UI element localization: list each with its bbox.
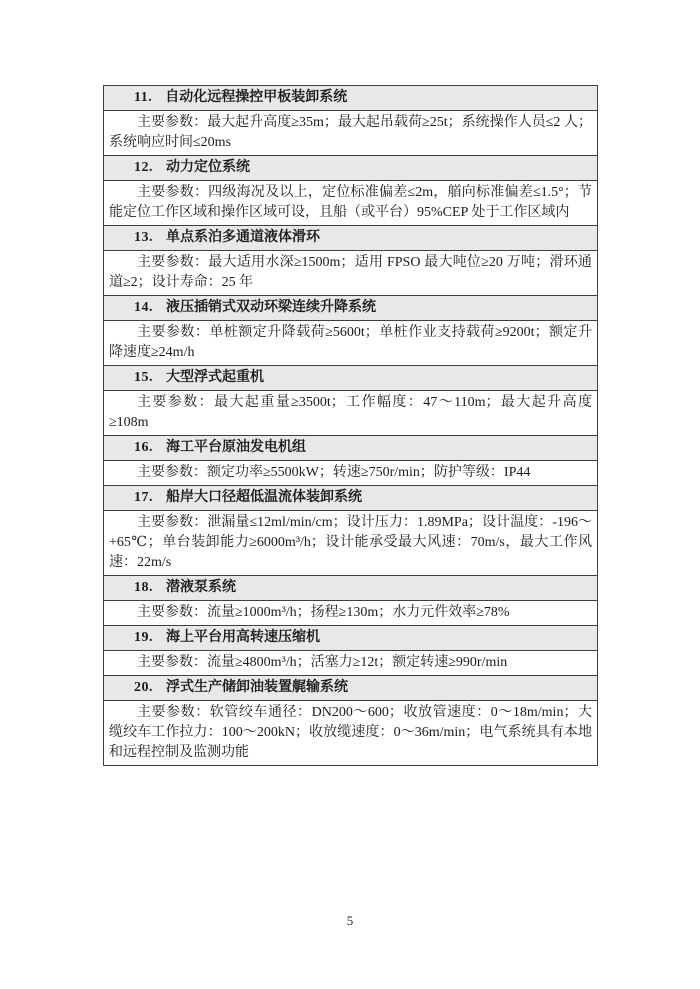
table-row (104, 156, 598, 181)
table-row (104, 181, 598, 226)
item-params: 主要参数：额定功率≥5500kW；转速≥750r/min；防护等级：IP44 (104, 461, 598, 486)
item-title: 液压插销式双动环梁连续升降系统 (166, 300, 376, 315)
page-number: 5 (346, 913, 354, 928)
item-header (104, 156, 598, 181)
item-header (104, 676, 598, 701)
item-params: 主要参数：最大起升高度≥35m；最大起吊载荷≥25t；系统操作人员≤2 人；系统响应时间≤20ms (104, 111, 598, 156)
item-params: 主要参数：四级海况及以上，定位标准偏差≤2m，艏向标准偏差≤1.5°；节能定位工作区域和操作区域可设，且船（或平台）95%CEP 处于工作区域内 (104, 181, 598, 226)
item-number: 13. (134, 230, 153, 245)
table-row (104, 651, 598, 676)
table-row (104, 511, 598, 576)
item-title: 潜液泵系统 (166, 580, 236, 595)
item-number: 17. (134, 490, 153, 505)
item-title: 自动化远程操控甲板装卸系统 (165, 90, 348, 105)
item-header (104, 296, 598, 321)
item-params: 主要参数：流量≥1000m³/h；扬程≥130m；水力元件效率≥78% (104, 601, 598, 626)
table-row (104, 86, 598, 111)
table-row (104, 436, 598, 461)
spec-table (103, 85, 598, 766)
item-header (104, 226, 598, 251)
item-title: 动力定位系统 (166, 160, 250, 175)
item-number: 14. (134, 300, 153, 315)
item-params: 主要参数：泄漏量≤12ml/min/cm；设计压力：1.89MPa；设计温度：-196～+65℃；单台装卸能力≥6000m³/h；设计能承受最大风速：70m/s，最大工作风速：22m/s (104, 511, 598, 576)
table-row (104, 391, 598, 436)
table-row (104, 676, 598, 701)
item-number: 19. (134, 630, 153, 645)
item-title: 大型浮式起重机 (166, 370, 264, 385)
item-header (104, 576, 598, 601)
item-title: 船岸大口径超低温流体装卸系统 (166, 490, 362, 505)
item-header (104, 486, 598, 511)
table-row (104, 626, 598, 651)
item-number: 12. (134, 160, 153, 175)
table-row (104, 296, 598, 321)
item-params: 主要参数：流量≥4800m³/h；活塞力≥12t；额定转速≥990r/min (104, 651, 598, 676)
item-header (104, 366, 598, 391)
item-header (104, 436, 598, 461)
item-header (104, 626, 598, 651)
item-title: 海工平台原油发电机组 (166, 440, 306, 455)
table-row (104, 321, 598, 366)
table-row (104, 226, 598, 251)
item-number: 15. (134, 370, 153, 385)
table-row (104, 486, 598, 511)
item-number: 11. (134, 90, 153, 105)
table-row (104, 576, 598, 601)
table-row (104, 366, 598, 391)
item-number: 20. (134, 680, 153, 695)
item-params: 主要参数：单桩额定升降载荷≥5600t；单桩作业支持载荷≥9200t；额定升降速度≥24m/h (104, 321, 598, 366)
item-title: 海上平台用高转速压缩机 (166, 630, 320, 645)
table-row (104, 461, 598, 486)
item-params: 主要参数：最大适用水深≥1500m；适用 FPSO 最大吨位≥20 万吨；滑环通道≥2；设计寿命：25 年 (104, 251, 598, 296)
table-row (104, 111, 598, 156)
table-row (104, 601, 598, 626)
table-row (104, 251, 598, 296)
item-number: 16. (134, 440, 153, 455)
item-title: 单点系泊多通道液体滑环 (166, 230, 320, 245)
item-title: 浮式生产储卸油装置艉输系统 (166, 680, 348, 695)
item-params: 主要参数：最大起重量≥3500t；工作幅度：47～110m；最大起升高度≥108m (104, 391, 598, 436)
item-header (104, 86, 598, 111)
item-number: 18. (134, 580, 153, 595)
table-row (104, 701, 598, 766)
item-params: 主要参数：软管绞车通径：DN200～600；收放管速度：0～18m/min；大缆绞车工作拉力：100～200kN；收放缆速度：0～36m/min；电气系统具有本地和远程控制及监测功能 (104, 701, 598, 766)
